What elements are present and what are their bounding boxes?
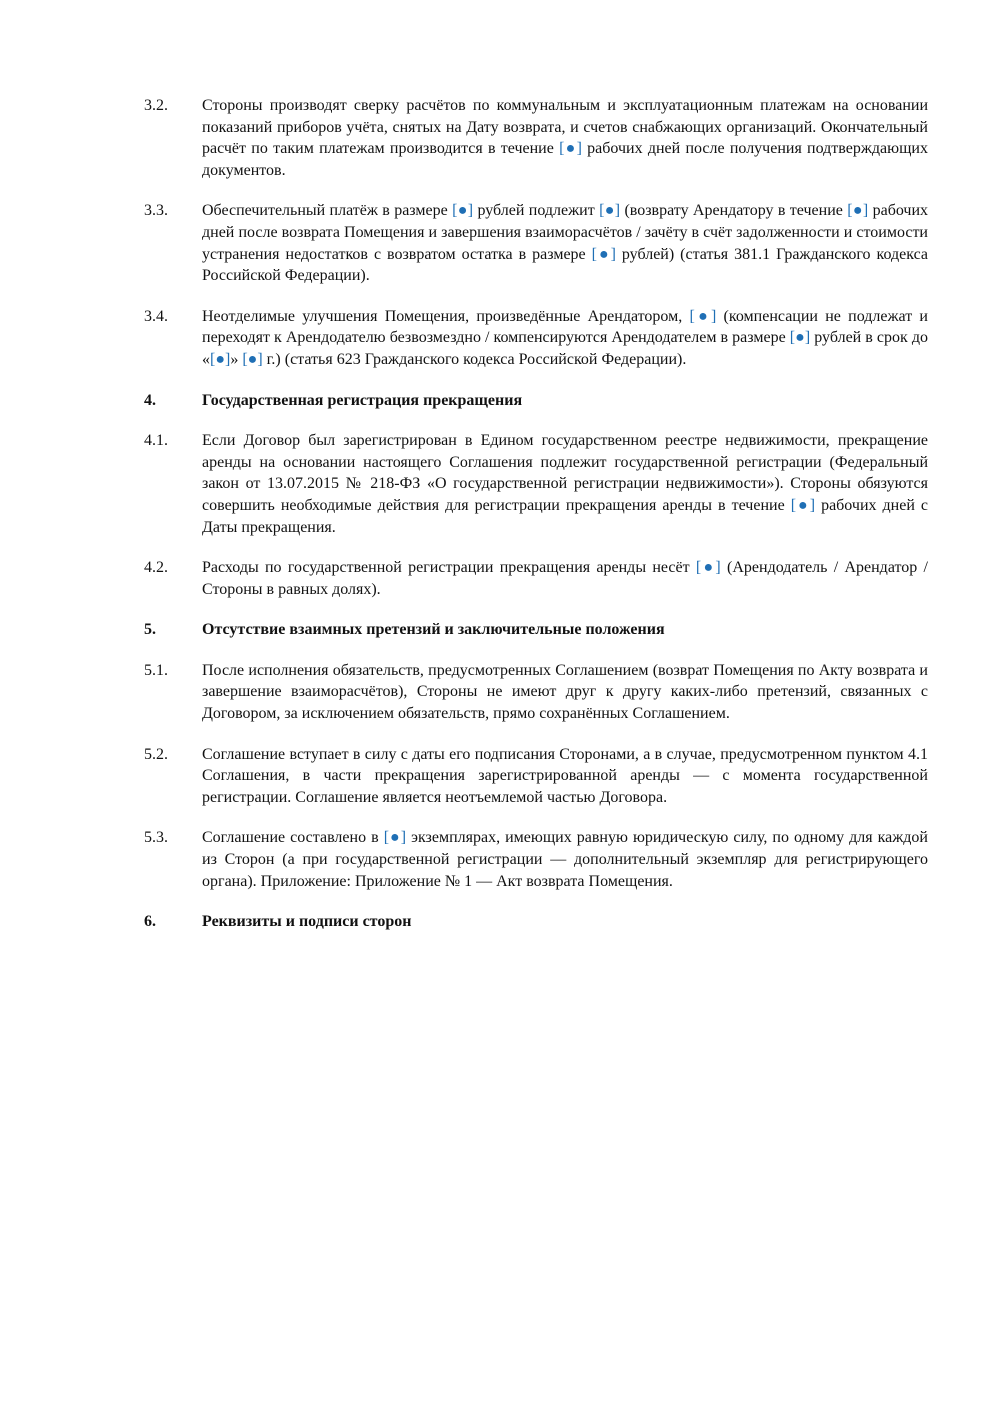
text-segment: Если Договор был зарегистрирован в Едином государственном реестре недвижимости, прекращение аренды на основании настоящего Соглашения подлежит государственной регистрации (Федеральный закон от 13.07.2015 № 218-ФЗ «О государственной регистрации недвижимости»). Стороны обязуются совершить необходимые действия для регистрации прекращения аренды в течение: [202, 432, 928, 514]
clause-number: 4.2.: [144, 559, 168, 577]
text-segment: рублей в срок до «: [202, 329, 929, 368]
section-title: Реквизиты и подписи сторон: [202, 913, 412, 931]
placeholder-field: [●]: [599, 202, 621, 220]
clause-3-4: [144, 306, 928, 371]
text-segment: экземплярах, имеющих равную юридическую силу, по одному для каждой из Сторон (а при государственной регистрации — дополнительный экземпляр для регистрирующего органа). Приложение: Приложение № 1 — Акт возврата Помещения.: [202, 829, 928, 890]
placeholder-field: [●]: [559, 140, 582, 158]
text-segment: рабочих дней после получения подтверждающих документов.: [202, 140, 928, 179]
section-heading-6: [144, 911, 928, 933]
clause-text: [202, 827, 928, 892]
clause-4-2: [144, 557, 928, 600]
section-heading-5: [144, 619, 928, 641]
placeholder-field: [●]: [847, 202, 869, 220]
text-segment: рабочих дней после возврата Помещения и завершения взаиморасчётов / зачёту в счёт задолженности и стоимости устранения недостатков с возвратом остатка в размере: [202, 202, 929, 263]
section-title: Государственная регистрация прекращения: [202, 391, 523, 409]
placeholder-field: [●]: [242, 350, 263, 368]
text-segment: Обеспечительный платёж в размере: [202, 202, 453, 220]
clause-number: 3.2.: [144, 97, 168, 114]
text-segment: рублей) (статья 381.1 Гражданского кодекса Российской Федерации).: [202, 245, 928, 285]
text-segment: Расходы по государственной регистрации прекращения аренды несёт: [202, 559, 696, 577]
placeholder-field: [●]: [383, 829, 407, 847]
clause-text: [202, 200, 928, 286]
clause-text: [202, 430, 928, 538]
placeholder-field: [●]: [452, 202, 474, 220]
text-segment: (возврату Арендатору в течение: [620, 202, 848, 220]
clause-number: 5.1.: [144, 661, 168, 679]
text-segment: Соглашение составлено в: [202, 829, 384, 847]
section-heading-4: [144, 390, 928, 412]
text-segment: Стороны производят сверку расчётов по коммунальным и эксплуатационным платежам на основании показаний приборов учёта, снятых на Дату возврата, и счетов снабжающих организаций. Окончательный расчёт по таким платежам производится в течение: [202, 97, 928, 158]
clause-number: 5.3.: [144, 829, 168, 847]
clause-number: 5.2.: [144, 745, 168, 763]
clause-text: [202, 557, 928, 600]
clause-4-1: [144, 430, 928, 538]
clause-3-3: [144, 200, 928, 286]
clause-5-2: [144, 744, 928, 809]
text-segment: Неотделимые улучшения Помещения, произведённые Арендатором,: [202, 307, 690, 325]
clause-number: 3.3.: [144, 202, 168, 220]
text-segment: рабочих дней с Даты прекращения.: [202, 496, 929, 536]
placeholder-field: [●]: [591, 245, 616, 263]
clause-3-2: [144, 95, 928, 181]
clause-number: 4.1.: [144, 432, 168, 450]
text-segment: (Арендодатель / Арендатор / Стороны в равных долях).: [202, 559, 929, 598]
text-segment: »: [230, 350, 243, 368]
section-number: 5.: [144, 621, 156, 639]
text-segment: (компенсации не подлежат и переходят к Арендодателю безвозмездно / компенсируются Арендодателем в размере: [202, 307, 928, 347]
section-number: 6.: [144, 913, 156, 931]
placeholder-field: [●]: [689, 307, 717, 325]
text-segment: г.) (статья 623 Гражданского кодекса Российской Федерации).: [262, 350, 687, 368]
clause-text: [202, 95, 928, 181]
placeholder-field: [●]: [695, 559, 721, 577]
clause-text: [202, 306, 928, 371]
placeholder-field: [●]: [790, 496, 816, 514]
placeholder-field: [●]: [210, 350, 231, 368]
clause-text: Соглашение вступает в силу с даты его подписания Сторонами, а в случае, предусмотренном пунктом 4.1 Соглашения, в части прекращения зарегистрированной аренды — с момента государственной регистрации. Соглашение является неотъемлемой частью Договора.: [202, 745, 928, 806]
text-segment: рублей подлежит: [473, 202, 600, 220]
placeholder-field: [●]: [789, 329, 811, 347]
section-title: Отсутствие взаимных претензий и заключительные положения: [202, 621, 665, 639]
clause-text: После исполнения обязательств, предусмотренных Соглашением (возврат Помещения по Акту возврата и завершение взаиморасчётов), Стороны не имеют друг к другу каких-либо претензий, связанных с Договором, за исключением обязательств, прямо сохранённых Соглашением.: [202, 661, 928, 723]
clause-5-1: [144, 660, 928, 725]
clause-5-3: [144, 827, 928, 892]
clause-number: 3.4.: [144, 307, 168, 325]
section-number: 4.: [144, 391, 156, 409]
